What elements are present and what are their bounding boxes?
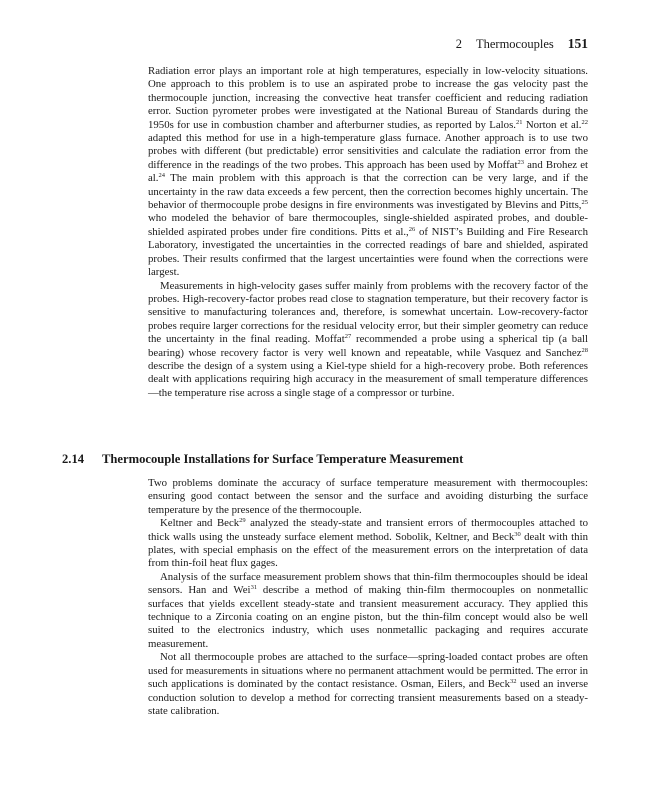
text-run: and Brohez et al. [148,158,588,185]
text-run: describe a method of making thin-film thermocouples on nonmetallic surfaces that yields excellent steady-state and transient measurement accuracy. They applied this technique to a Zirconia coating on an engine piston, but the thin-film concept would also be well suited to the electronics industry, which uses nonmetallic packaging and requires accurate measurement. [148,584,588,650]
page-number: 151 [567,36,588,51]
text-run: adapted this method for use in a high-temperature glass furnace. Another approach is to use two probes with different (but predictable) error sensitivities and calculate the radiation error from the difference in the readings of the two probes. This approach has been used by Moffat [148,132,588,171]
text-run: dealt with thin plates, with special emphasis on the effect of the measurement errors on the interpretation of data from thin-foil heat flux gages. [148,530,588,570]
text-run: Keltner and Beck [160,517,240,530]
reference-marker: 28 [581,346,588,354]
reference-marker: 25 [581,199,588,207]
section-number: 2.14 [62,452,85,466]
running-header [456,36,588,52]
paragraph [148,280,588,401]
text-run: The main problem with this approach is that the correction can be very large, and if the uncertainty in the raw data exceeds a few percent, then the correction becomes highly uncertain. The behavior of thermocouple probe designs in fire environments was investigated by Blevins and Pitts, [148,172,588,212]
text-run: Not all thermocouple probes are attached to the surface—spring-loaded contact probes are often used for measurements in situations where no permanent attachment would be permitted. The error in such applications is dominated by the contact resistance. Osman, Eilers, and Beck [148,651,588,691]
reference-marker: 30 [514,530,521,538]
paragraph [148,65,588,280]
body-text-before-section [148,65,588,400]
text-run: used an inverse conduction solution to develop a method for correcting transient measurements based on a steady-state calibration. [148,678,588,717]
chapter-number: 2 [455,37,462,51]
section-title: Thermocouple Installations for Surface Temperature Measurement [102,452,464,466]
reference-marker: 23 [517,158,524,166]
text-run: Two problems dominate the accuracy of surface temperature measurement with thermocouples: ensuring good contact between the sensor and the surface and avoiding disturbing the surface temperature by the presence of the thermocouple. [148,477,588,516]
reference-marker: 27 [344,333,352,341]
reference-marker: 22 [581,118,588,126]
text-run: of NIST’s Building and Fire Research Laboratory, investigated the uncertainties in the corrected readings of bare and shielded, aspirated probes. Their results confirmed that the largest uncertainties were found when the corrections were largest. [148,225,588,279]
text-run: who modeled the behavior of bare thermocouples, single-shielded aspirated probes, and double-shielded aspirated probes under fire conditions. Pitts et al., [148,212,588,238]
paragraph [148,571,588,651]
section-heading [62,452,602,467]
reference-marker: 24 [158,172,165,180]
paragraph [148,651,588,718]
text-run: describe the design of a system using a Kiel-type shield for a high-recovery probe. Both references dealt with applications requiring high accuracy in the measurement of small temperature differences—the temperature rise across a single stage of a compressor or turbine. [148,359,588,399]
text-run: Radiation error plays an important role at high temperatures, especially in low-velocity situations. One approach to this problem is to use an aspirated probe to increase the gas velocity past the thermocouple junction, increasing the convective heat transfer coefficient and reducing radiation error. Suction pyrometer probes were investigated at the National Bureau of Standards during the 1950s for use in combustion chamber and afterburner studies, as reported by Lalos. [148,65,588,131]
reference-marker: 31 [250,584,258,592]
body-text-after-section [148,477,588,718]
text-run: Measurements in high-velocity gases suffer mainly from problems with the recovery factor of the probes. High-recovery-factor probes read close to stagnation temperature, but their recovery factor is sensitive to manufacturing tolerances and, therefore, is somewhat uncertain. Low-recovery-factor probes require larger corrections for the residual velocity error, but their simpler geometry can reduce the uncertainty in the final reading. Moffat [148,279,588,346]
paragraph [148,517,588,571]
reference-marker: 26 [408,225,416,233]
text-run: analyzed the steady-state and transient errors of thermocouples attached to thick walls using the unsteady surface element method. Sobolik, Keltner, and Beck [148,517,588,543]
paragraph [148,477,588,517]
text-run: Norton et al. [522,118,582,131]
text-run: recommended a probe using a spherical tip (a ball bearing) whose recovery factor is very well known and repeatable, while Vasquez and Sanchez [148,333,588,359]
chapter-title: Thermocouples [475,37,554,51]
reference-marker: 29 [239,517,246,525]
reference-marker: 32 [510,678,517,686]
text-run: Analysis of the surface measurement problem shows that thin-film thermocouples should be ideal sensors. Han and Wei [148,570,588,597]
reference-marker: 21 [515,118,523,126]
